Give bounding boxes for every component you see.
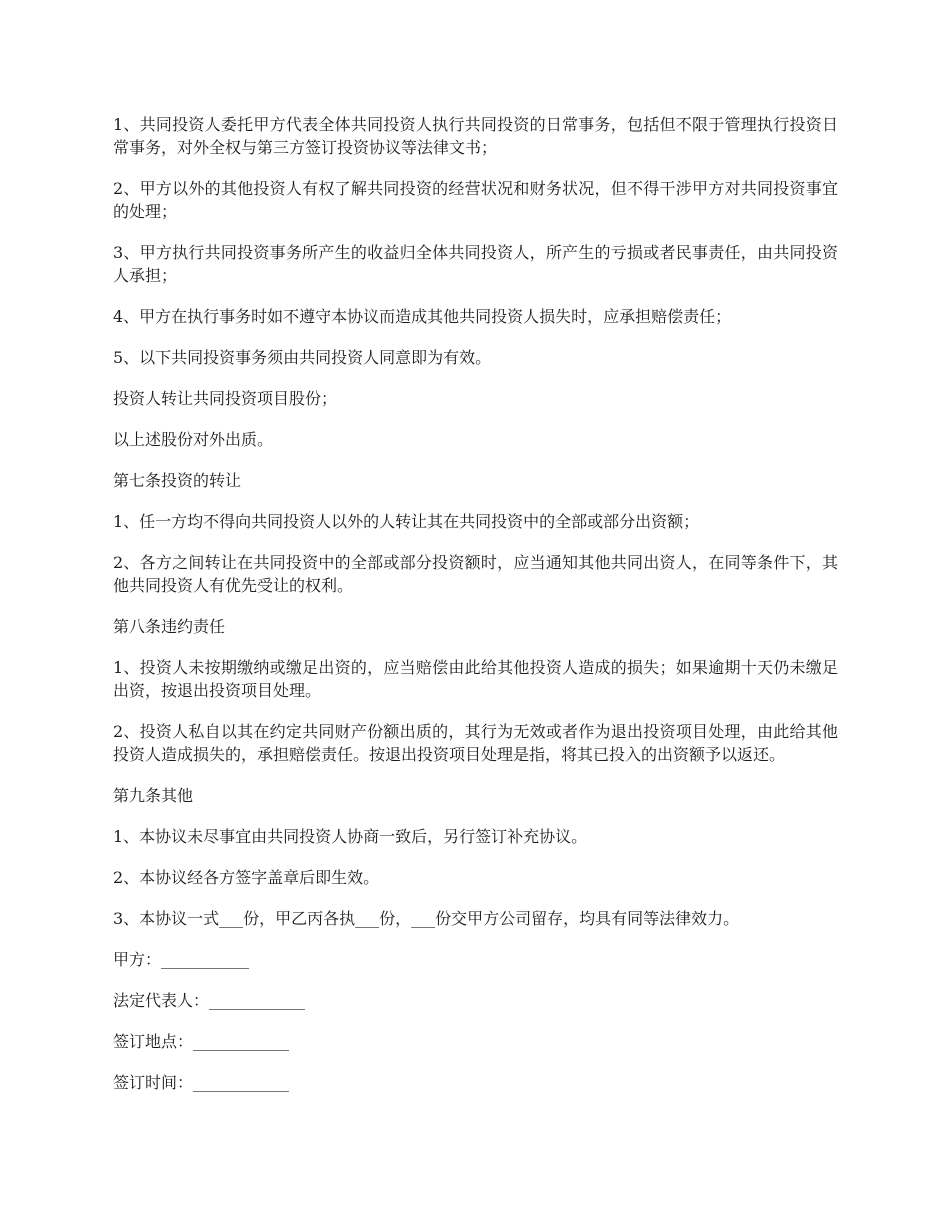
- article-8-heading: 第八条违约责任: [113, 617, 226, 636]
- article-7-item-2: 2、各方之间转让在共同投资中的全部或部分投资额时，应当通知其他共同出资人，在同等条件下，其他共同投资人有优先受让的权利。: [113, 553, 838, 595]
- clause-3-profit-loss: 3、甲方执行共同投资事务所产生的收益归全体共同投资人，所产生的亏损或者民事责任，由共同投资人承担；: [113, 243, 838, 285]
- clause-5-consent-matters: 5、以下共同投资事务须由共同投资人同意即为有效。: [113, 348, 492, 367]
- signature-party-a: 甲方：___________: [113, 950, 250, 969]
- clause-4-compensation: 4、甲方在执行事务时如不遵守本协议而造成其他共同投资人损失时，应承担赔偿责任；: [113, 307, 732, 326]
- signature-date: 签订时间：____________: [113, 1073, 290, 1092]
- consent-item-transfer: 投资人转让共同投资项目股份；: [113, 389, 338, 408]
- clause-1-delegation: 1、共同投资人委托甲方代表全体共同投资人执行共同投资的日常事务，包括但不限于管理执行投资日常事务，对外全权与第三方签订投资协议等法律文书；: [113, 115, 838, 157]
- article-7-heading: 第七条投资的转让: [113, 471, 242, 490]
- article-8-item-1: 1、投资人未按期缴纳或缴足出资的，应当赔偿由此给其他投资人造成的损失；如果逾期十天仍未缴足出资，按退出投资项目处理。: [113, 658, 838, 700]
- document-page: [113, 113, 838, 1112]
- signature-place: 签订地点：____________: [113, 1032, 290, 1051]
- article-9-item-2: 2、本协议经各方签字盖章后即生效。: [113, 868, 380, 887]
- article-8-item-2: 2、投资人私自以其在约定共同财产份额出质的，其行为无效或者作为退出投资项目处理，由此给其他投资人造成损失的，承担赔偿责任。按退出投资项目处理是指，将其已投入的出资额予以返还。: [113, 722, 838, 764]
- consent-item-pledge: 以上述股份对外出质。: [113, 430, 274, 449]
- article-9-item-1: 1、本协议未尽事宜由共同投资人协商一致后，另行签订补充协议。: [113, 827, 588, 846]
- signature-legal-rep: 法定代表人：____________: [113, 991, 306, 1010]
- article-9-item-3: 3、本协议一式___份，甲乙丙各执___份，___份交甲方公司留存，均具有同等法律效力。: [113, 909, 740, 928]
- clause-2-right-to-know: 2、甲方以外的其他投资人有权了解共同投资的经营状况和财务状况，但不得干涉甲方对共同投资事宜的处理；: [113, 179, 838, 221]
- article-7-item-1: 1、任一方均不得向共同投资人以外的人转让其在共同投资中的全部或部分出资额；: [113, 512, 700, 531]
- article-9-heading: 第九条其他: [113, 786, 194, 805]
